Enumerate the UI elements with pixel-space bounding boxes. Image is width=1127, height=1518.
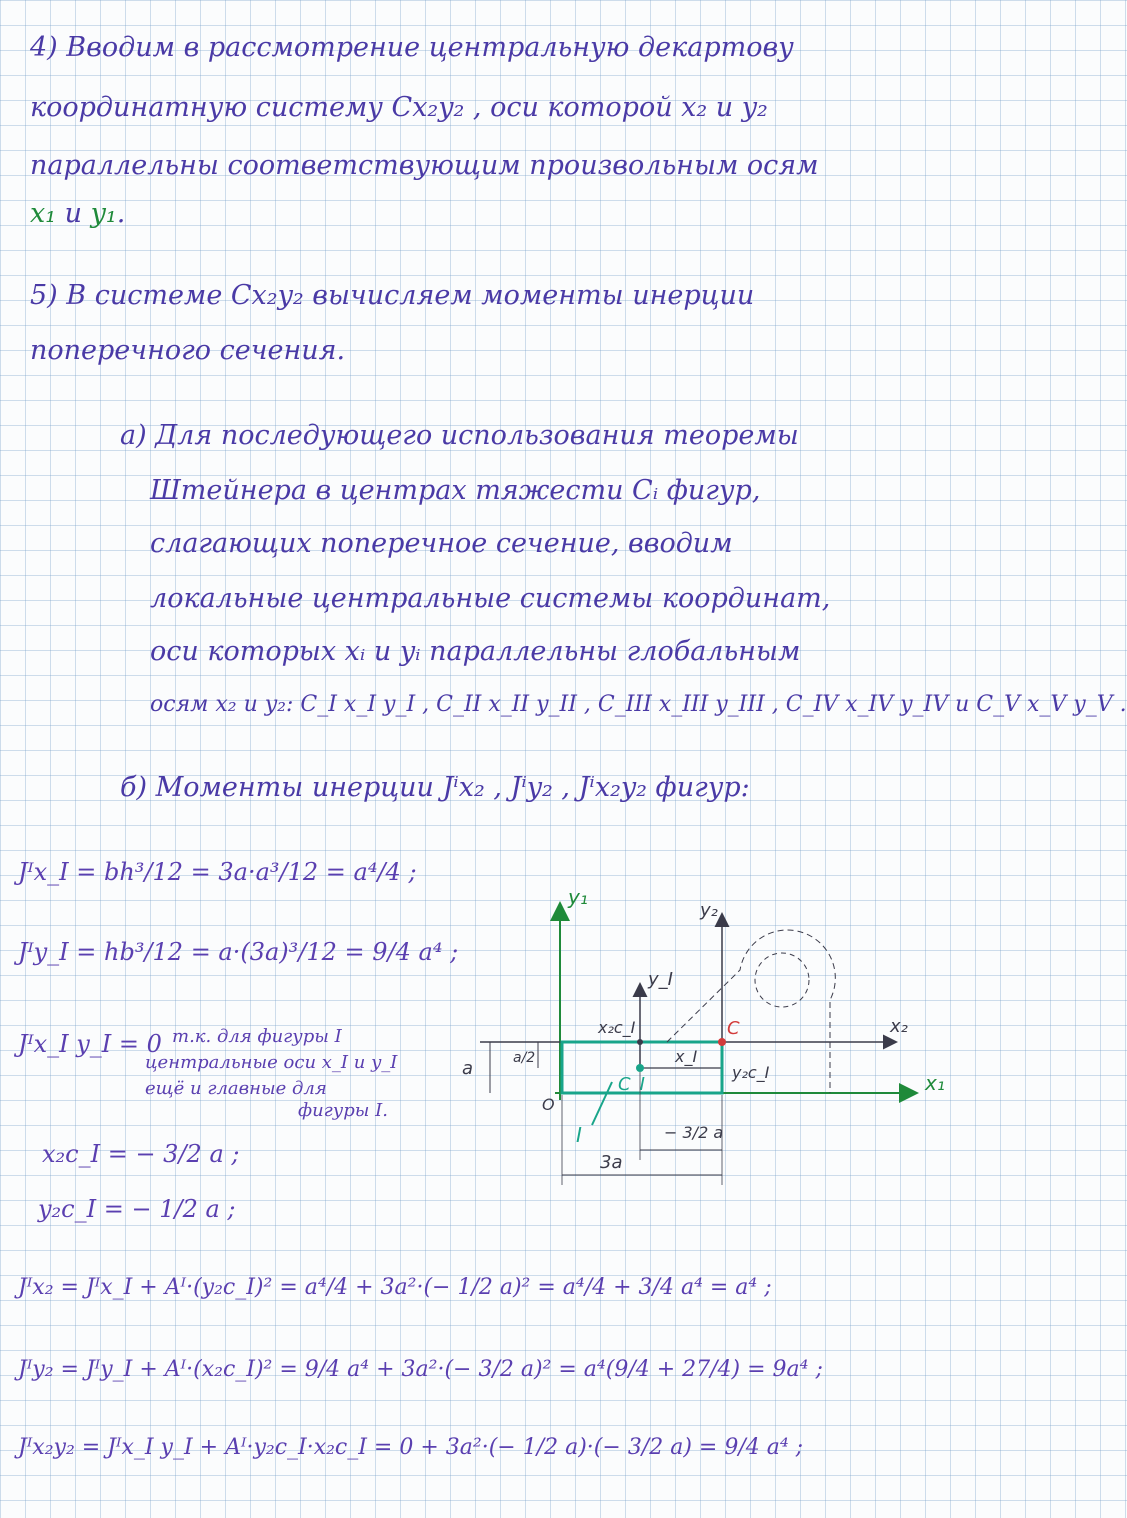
formula-note-3: ещё и главные для — [145, 1078, 327, 1099]
label-x2cI: x₂c_I — [598, 1018, 636, 1037]
text-line-2: координатную систему Cx₂y₂ , оси которой x₂ и y₂ — [30, 92, 768, 123]
formula-jxy: Jᴵx_I y_I = 0 — [18, 1030, 162, 1058]
label-I: I — [576, 1123, 582, 1147]
para-a-line-3: слагающих поперечное сечение, вводим — [150, 528, 733, 559]
label-xI: x_I — [675, 1047, 698, 1066]
para-a-line-1: а) Для последующего использования теоремы — [120, 420, 799, 451]
text-line-6: поперечного сечения. — [30, 335, 346, 366]
formula-jy2: Jᴵy₂ = Jᴵy_I + Aᴵ·(x₂c_I)² = 9/4 a⁴ + 3a²·(− 3/2 a)² = a⁴(9/4 + 27/4) = 9a⁴ ; — [18, 1357, 823, 1382]
x1-symbol: x₁ — [30, 198, 57, 229]
formula-jx2: Jᴵx₂ = Jᴵx_I + Aᴵ·(y₂c_I)² = a⁴/4 + 3a²·(− 1/2 a)² = a⁴/4 + 3/4 a⁴ = a⁴ ; — [18, 1275, 772, 1300]
point-C — [718, 1038, 726, 1046]
label-y2cI: y₂c_I — [732, 1063, 770, 1082]
leader-I — [592, 1082, 612, 1125]
formula-jy: Jᴵy_I = hb³/12 = a·(3a)³/12 = 9/4 a⁴ ; — [18, 938, 459, 966]
formula-x2c: x₂c_I = − 3/2 a ; — [42, 1140, 240, 1168]
formula-y2c: y₂c_I = − 1/2 a ; — [38, 1195, 236, 1223]
y1-symbol: y₁ — [90, 198, 117, 229]
para-a-line-5: оси которых xᵢ и yᵢ параллельны глобальным — [150, 636, 801, 667]
label-x2: x₂ — [890, 1016, 908, 1037]
text-line-3: параллельны соответствующим произвольным осям — [30, 150, 819, 181]
label-y1: y₁ — [568, 885, 588, 909]
text-line-4: x₁ и y₁. — [30, 198, 126, 229]
label-x1: x₁ — [925, 1071, 945, 1095]
point-CI — [636, 1064, 644, 1072]
label-C: C — [727, 1018, 740, 1039]
para-a-line-6: осям x₂ и y₂: C_I x_I y_I , C_II x_II y_II , C_III x_III y_III , C_IV x_IV y_IV и C_V x_V y_V . — [150, 692, 1127, 717]
label-3a: 3a — [600, 1152, 623, 1173]
label-m32a: − 3/2 a — [664, 1123, 724, 1142]
and-word: и — [64, 198, 83, 229]
text-line-1: 4) Вводим в рассмотрение центральную декартову — [30, 32, 794, 63]
label-y2: y₂ — [700, 900, 718, 921]
para-a-line-2: Штейнера в центрах тяжести Cᵢ фигур, — [150, 475, 761, 506]
formula-note-2: центральные оси x_I и y_I — [145, 1052, 398, 1073]
dashed-hole — [755, 953, 809, 1007]
text-line-5: 5) В системе Cx₂y₂ вычисляем моменты инерции — [30, 280, 755, 311]
point-x2cI — [637, 1039, 643, 1045]
label-a: a — [462, 1058, 474, 1079]
formula-note-4: фигуры I. — [298, 1100, 388, 1121]
label-yI: y_I — [648, 969, 673, 990]
formula-note-1: т.к. для фигуры I — [172, 1026, 342, 1047]
label-a2: a/2 — [513, 1050, 536, 1066]
label-CI: C_I — [618, 1074, 645, 1095]
formula-jx2y2: Jᴵx₂y₂ = Jᴵx_I y_I + Aᴵ·y₂c_I·x₂c_I = 0 + 3a²·(− 1/2 a)·(− 3/2 a) = 9/4 a⁴ ; — [18, 1435, 804, 1460]
para-a-line-4: локальные центральные системы координат, — [150, 583, 831, 614]
para-b-line-1: б) Моменты инерции Jⁱx₂ , Jⁱy₂ , Jⁱx₂y₂ фигур: — [120, 772, 750, 803]
formula-jx: Jᴵx_I = bh³/12 = 3a·a³/12 = a⁴/4 ; — [18, 858, 417, 886]
label-O: O — [542, 1095, 555, 1114]
